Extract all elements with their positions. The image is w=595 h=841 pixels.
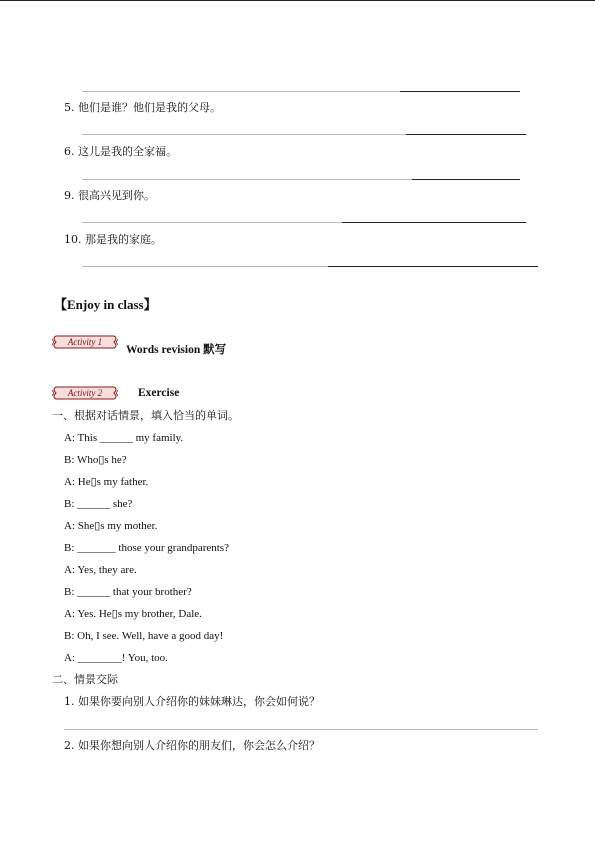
dialog-line: B: ______ she? bbox=[64, 498, 133, 510]
answer-line[interactable] bbox=[82, 266, 538, 267]
activity-badge-1 bbox=[52, 334, 118, 350]
activity-title-2: Exercise bbox=[138, 387, 180, 399]
scenario-item-2 bbox=[64, 739, 320, 753]
item-text: 如果你想向别人介绍你的朋友们，你会怎么介绍？ bbox=[78, 739, 320, 752]
dialog-line: B: Who▯s he? bbox=[64, 454, 127, 466]
item-text: 他们是谁？他们是我的父母。 bbox=[78, 101, 221, 114]
dialog-line: B: ______ that your brother? bbox=[64, 586, 192, 598]
badge-label: Activity 1 bbox=[67, 337, 103, 347]
answer-line[interactable] bbox=[82, 222, 526, 223]
dialog-line: A: Yes, they are. bbox=[64, 564, 137, 576]
item-number: 1. bbox=[64, 695, 75, 708]
answer-line[interactable] bbox=[64, 729, 538, 730]
answer-line[interactable] bbox=[82, 134, 526, 135]
answer-line[interactable] bbox=[82, 91, 520, 92]
item-number: 10. bbox=[64, 233, 82, 246]
activity-title-1: Words revision 默写 bbox=[126, 344, 227, 356]
translate-item-5 bbox=[64, 101, 221, 115]
part2-title: 二、情景交际 bbox=[52, 673, 118, 686]
page-top-border bbox=[0, 0, 595, 1]
translate-item-10 bbox=[64, 233, 162, 247]
item-text: 如果你要向别人介绍你的妹妹琳达，你会如何说？ bbox=[78, 695, 320, 708]
item-text: 很高兴见到你。 bbox=[78, 189, 155, 202]
dialog-line: A: This ______ my family. bbox=[64, 432, 184, 444]
item-number: 6. bbox=[64, 145, 75, 158]
scenario-item-1 bbox=[64, 695, 320, 709]
translate-item-6 bbox=[64, 145, 177, 159]
part1-title: 一、根据对话情景，填入恰当的单词。 bbox=[52, 409, 239, 422]
item-number: 2. bbox=[64, 739, 75, 752]
item-number: 9. bbox=[64, 189, 75, 202]
item-text: 那是我的家庭。 bbox=[85, 233, 162, 246]
dialog-line: B: Oh, I see. Well, have a good day! bbox=[64, 630, 224, 642]
answer-line[interactable] bbox=[82, 179, 520, 180]
item-number: 5. bbox=[64, 101, 75, 114]
badge-label: Activity 2 bbox=[67, 388, 103, 398]
dialog-line: A: Yes. He▯s my brother, Dale. bbox=[64, 608, 202, 620]
activity-badge-2 bbox=[52, 385, 118, 401]
translate-item-9 bbox=[64, 189, 155, 203]
dialog-line: B: _______ those your grandparents? bbox=[64, 542, 229, 554]
item-text: 这儿是我的全家福。 bbox=[78, 145, 177, 158]
section-heading: 【Enjoy in class】 bbox=[54, 297, 157, 312]
dialog-line: A: She▯s my mother. bbox=[64, 520, 158, 532]
dialog-line: A: ________! You, too. bbox=[64, 652, 168, 664]
dialog-line: A: He▯s my father. bbox=[64, 476, 149, 488]
